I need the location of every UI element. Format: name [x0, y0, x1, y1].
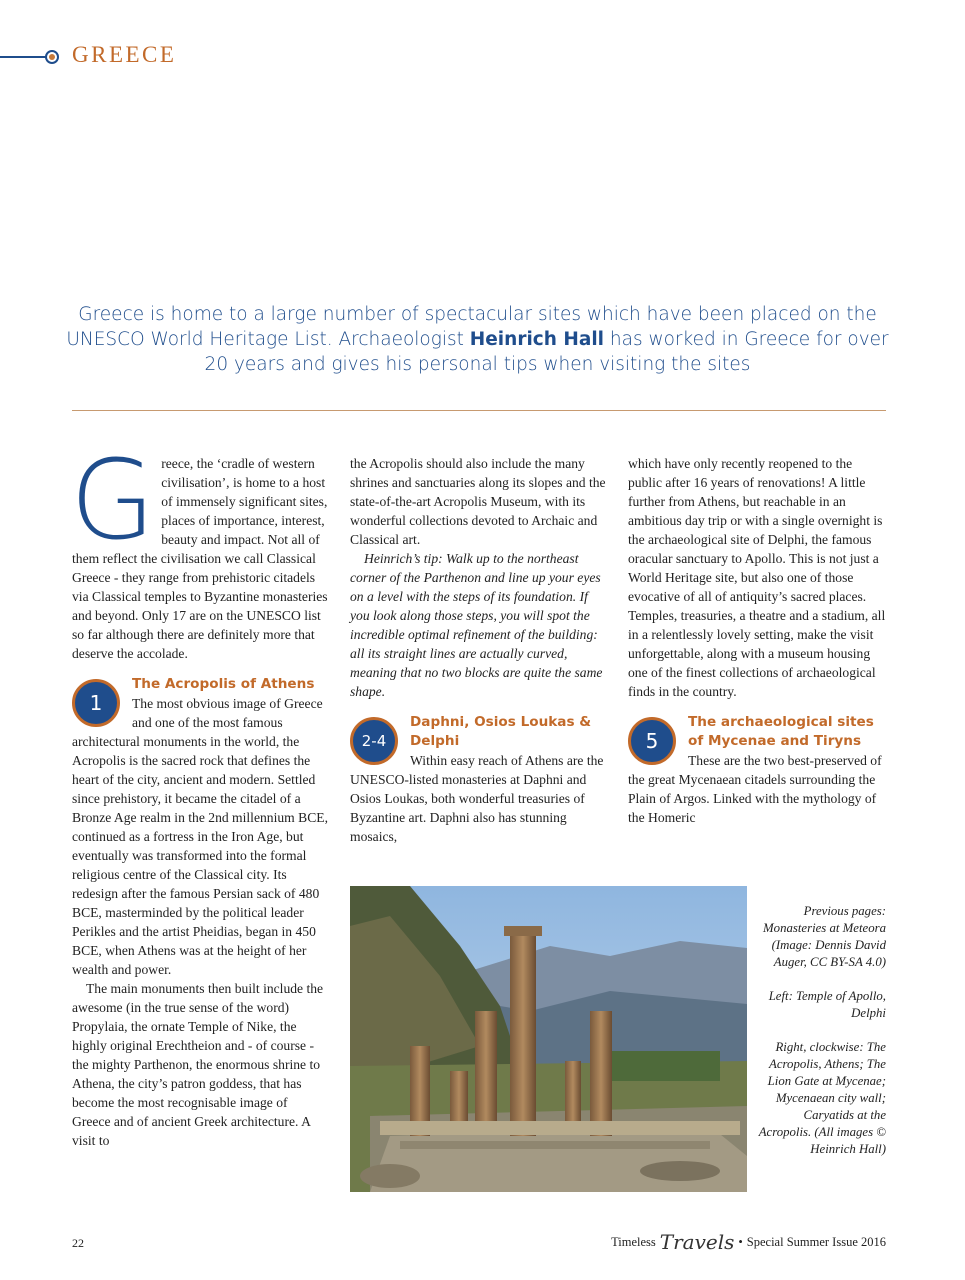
magazine-name-script: Travels [659, 1230, 735, 1254]
intro-author: Heinrich Hall [469, 329, 605, 350]
header-rule [0, 56, 50, 58]
delphi-temple-photo [350, 886, 747, 1192]
photo-caption [756, 903, 886, 1175]
section-number-badge: 5 [628, 717, 676, 765]
section-number-badge: 2-4 [350, 717, 398, 765]
intro-text-1: Greece is home to a large number of spectacular sites which have been placed on the UNESCO World Heritage List. Archaeologist [66, 304, 877, 350]
section-title: GREECE [72, 42, 177, 67]
section-heading: Daphni, Osios Loukas & Delphi [410, 714, 592, 749]
page-number: 22 [72, 1236, 84, 1250]
caption-previous-pages: Previous pages: Monasteries at Meteora (Image: Dennis David Auger, CC BY-SA 4.0) [763, 904, 886, 969]
section-heading: The Acropolis of Athens [132, 676, 315, 692]
section-daphni-delphi [350, 713, 606, 846]
caption-left: Left: Temple of Apollo, Delphi [768, 989, 886, 1020]
opening-paragraph [70, 436, 328, 663]
body-paragraph: The main monuments then built include the awesome (in the true sense of the word) Propylaia, the ornate Temple of Nike, the highly original Erechtheion and - of course - the mighty Parthenon, the enormous shrine to Athena, the city’s patron goddess, that has become the most recognisable image of Greece and of ancient Greek architecture. A visit to [72, 981, 324, 1148]
section-mycenae [628, 713, 886, 827]
article-column-1 [70, 436, 328, 1150]
intro-text-2: has worked in Greece for over 20 years and gives his personal tips when visiting the sites [204, 329, 889, 375]
section-acropolis [72, 675, 328, 979]
delphi-illustration [350, 886, 747, 1192]
section-number-badge: 1 [72, 679, 120, 727]
section-text: Within easy reach of Athens are the UNESCO-listed monasteries at Daphni and Osios Loukas, both wonderful treasuries of Byzantine art. Daphni also has stunning mosaics, [350, 753, 604, 844]
header-bullet-icon [45, 50, 59, 64]
body-paragraph: which have only recently reopened to the public after 16 years of renovations! A little further from Athens, but reachable in an ambitious day trip or with a single overnight is the archaeological site of Delphi, the famous oracular sanctuary to Apollo. This is not just a World Heritage site, but also one of those evocative of all of antiquity’s sacred places. Temples, treasuries, a theatre and a stadium, all in a relentlessly lovely setting, make the visit unforgettable, along with a museum housing one of the finest collections of archaeological finds in the country. [628, 456, 886, 699]
opening-text: reece, the ‘cradle of western civilisation’, is home to a host of immensely significant sites, places of importance, interest, beauty and impact. Not all of them reflect the civilisation we call Classical Greece - they range from prehistoric citadels via Classical temples to Byzantine monasteries and beyond. Only 17 are on the UNESCO list so far although there are definitely more that deserve the accolade. [72, 456, 328, 661]
intro-divider [72, 410, 886, 411]
body-paragraph: the Acropolis should also include the many shrines and sanctuaries along its slopes and the state-of-the-art Acropolis Museum, with its wonderful collections devoted to Archaic and Classical art. [350, 456, 606, 547]
article-column-2 [350, 454, 606, 846]
issue-label: Special Summer Issue 2016 [746, 1234, 886, 1249]
intro-standfirst [60, 302, 895, 377]
magazine-name-left: Timeless [611, 1234, 656, 1249]
magazine-footer [611, 1230, 886, 1254]
footer-bullet: • [738, 1234, 743, 1249]
drop-cap: G [70, 436, 156, 564]
section-text: The most obvious image of Greece and one of the most famous architectural monuments in the world, the Acropolis is the sacred rock that defines the heart of the city, ancient and modern. Settled since prehistory, it became the citadel of a Bronze Age realm in the 2nd millennium BCE, continued as a fortress in the Iron Age, but eventually was transformed into the formal religious centre of the Classical city. Its redesign after the famous Persian sack of 480 BCE, masterminded by the political leader Perikles and the artist Pheidias, began in 450 BCE, when Athens was at the height of her wealth and power. [72, 696, 328, 977]
section-text: These are the two best-preserved of the great Mycenaean citadels surrounding the Plain of Argos. Linked with the mythology of the Homeric [628, 753, 882, 825]
section-heading: The archaeological sites of Mycenae and Tiryns [688, 714, 874, 749]
caption-right: Right, clockwise: The Acropolis, Athens; The Lion Gate at Mycenae; Mycenaean city wall; Caryatids at the Acropolis. (All images © Heinrich Hall) [758, 1040, 886, 1156]
heinrich-tip: Heinrich’s tip: Walk up to the northeast corner of the Parthenon and line up your eyes on a level with the steps of its foundation. If you look along those steps, you will spot the incredible optimal refinement of the building: all its straight lines are actually curved, meaning that no two blocks are quite the same shape. [350, 551, 603, 699]
article-column-3 [628, 454, 886, 827]
